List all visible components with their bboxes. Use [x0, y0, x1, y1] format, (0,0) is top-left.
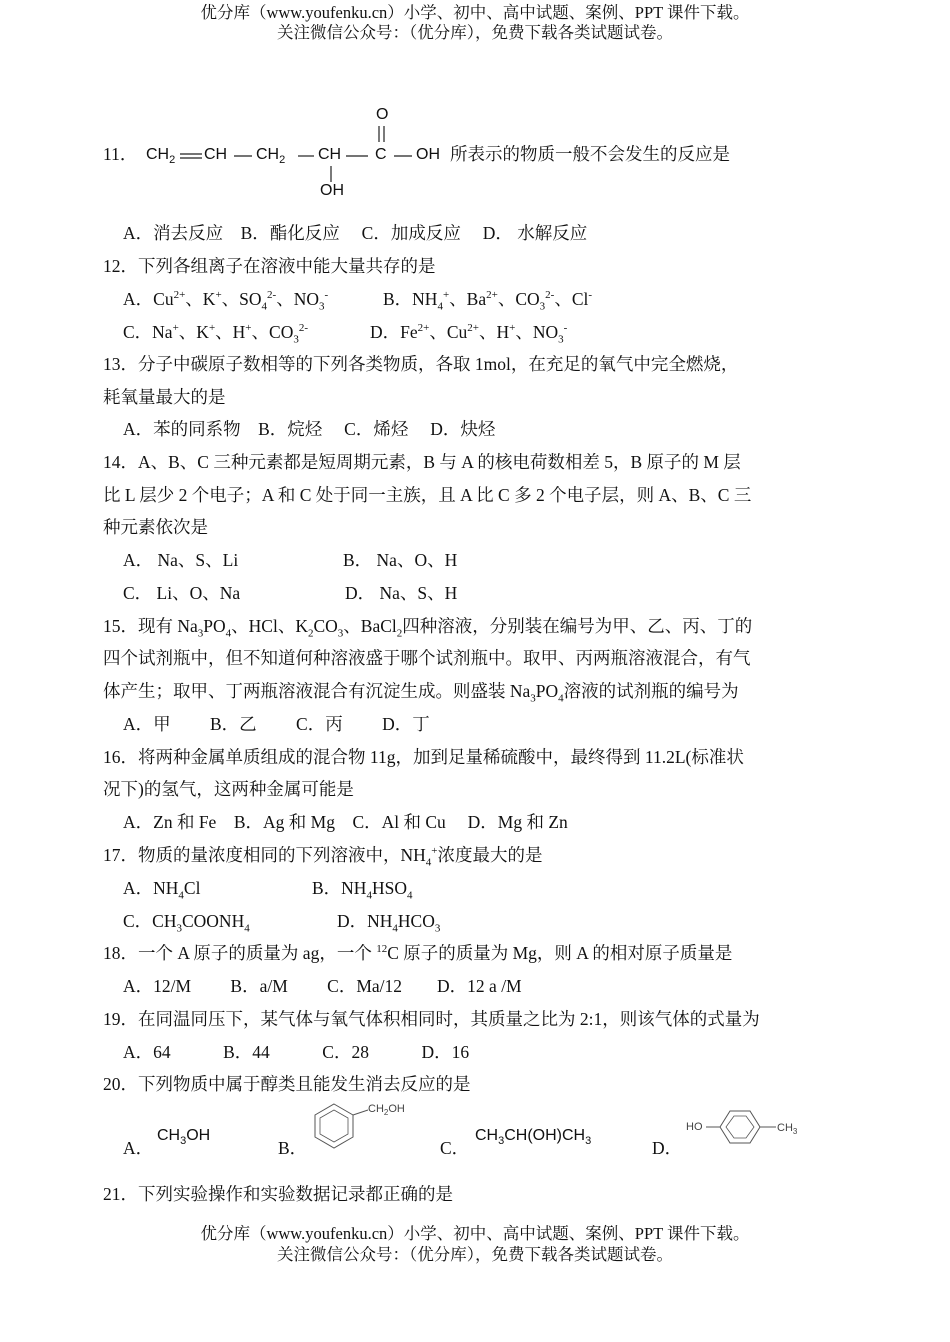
q20-option-b-label: B．	[278, 1138, 308, 1158]
q14-option-c: C． Li、O、Na	[123, 583, 241, 603]
q17-option-d: D．$NH_4HCO_3$	[337, 911, 441, 935]
q11-options: A．消去反应 B．酯化反应 C．加成反应 D． 水解反应	[123, 223, 588, 243]
q20-option-a-label: A．	[123, 1138, 154, 1158]
q11-bottom-oh: OH	[320, 182, 344, 199]
q18-stem: 18．一个 A 原子的质量为 ag，一个 $^{12}$C 原子的质量为 Mg，则 A 的相对原子质量是	[103, 943, 733, 963]
q20-option-d-ho: HO	[686, 1121, 703, 1133]
q20-option-d-label: D．	[652, 1138, 683, 1158]
q13-options: A．苯的同系物 B．烷烃 C．烯烃 D．炔烃	[123, 419, 496, 439]
q12-option-a: A．$Cu^{2+}$、K+、$SO_4^{2-}$、$NO_3^-$	[123, 289, 329, 313]
q11-top-o: O	[376, 106, 389, 123]
q11-structure	[146, 106, 446, 202]
q11-ch2-a: $CH_2$	[146, 146, 176, 167]
q17-stem: 17．物质的量浓度相同的下列溶液中，$NH_4^+$浓度最大的是	[103, 845, 543, 869]
q19-stem: 19．在同温同压下，某气体与氧气体积相同时，其质量之比为 2:1，则该气体的式量为	[103, 1009, 760, 1029]
q17-option-b: B．$NH_4HSO_4$	[312, 878, 413, 902]
q14-option-a: A． Na、S、Li	[123, 550, 239, 570]
q14-stem-2: 比 L 层少 2 个电子；A 和 C 处于同一主族，且 A 比 C 多 2 个电子层，则 A、B、C 三	[103, 485, 752, 505]
q16-options: A．Zn 和 Fe B．Ag 和 Mg C．Al 和 Cu D．Mg 和 Zn	[123, 812, 568, 832]
q15-stem-2: 四个试剂瓶中，但不知道何种溶液盛于哪个试剂瓶中。取甲、丙两瓶溶液混合，有气	[103, 648, 751, 668]
q12-option-c: C．Na+、K+、H+、$CO_3^{2-}$	[123, 322, 308, 346]
q20-option-b-substituent: $CH_2OH$	[368, 1103, 405, 1118]
q20-option-d-structure	[686, 1108, 806, 1148]
header-line-2: 关注微信公众号：（优分库），免费下载各类试题试卷。	[277, 23, 673, 42]
q13-stem-1: 13．分子中碳原子数相等的下列各类物质，各取 1mol，在充足的氧气中完全燃烧，	[103, 354, 739, 374]
q12-option-b: B．$NH_4^+$、$Ba^{2+}$、$CO_3^{2-}$、Cl-	[383, 289, 593, 313]
q11-number: 11．	[103, 144, 138, 164]
q21-stem: 21．下列实验操作和实验数据记录都正确的是	[103, 1184, 453, 1204]
q11-ch2-b: $CH_2$	[256, 146, 286, 167]
q15-options: A．甲 B．乙 C．丙 D．丁	[123, 714, 430, 734]
q15-stem-3: 体产生；取甲、丁两瓶溶液混合有沉淀生成。则盛装 $Na_3PO_4$溶液的试剂瓶的编号为	[103, 681, 739, 705]
q14-option-b: B． Na、O、H	[343, 550, 458, 570]
q20-option-d-ch3: $CH_3$	[777, 1122, 798, 1137]
q20-stem: 20．下列物质中属于醇类且能发生消去反应的是	[103, 1074, 471, 1094]
q14-stem-3: 种元素依次是	[103, 517, 208, 537]
q17-option-a: A．$NH_4Cl$	[123, 878, 201, 902]
q15-stem-1: 15．现有 $Na_3PO_4$、HCl、$K_2CO_3$、BaCl$_2$四种溶液，分别装在编号为甲、乙、丙、丁的	[103, 616, 753, 640]
q14-stem-1: 14．A、B、C 三种元素都是短周期元素，B 与 A 的核电荷数相差 5，B 原子的 M 层	[103, 452, 741, 472]
q14-option-d: D． Na、S、H	[345, 583, 458, 603]
q16-stem-1: 16．将两种金属单质组成的混合物 11g，加到足量稀硫酸中，最终得到 11.2L(标准状	[103, 747, 744, 767]
q12-stem: 12．下列各组离子在溶液中能大量共存的是	[103, 256, 436, 276]
q11-carbon: C	[375, 146, 387, 163]
q16-stem-2: 况下)的氢气，这两种金属可能是	[103, 779, 354, 799]
q17-option-c: C．$CH_3COONH_4$	[123, 911, 250, 935]
q20-option-a-formula: $CH_3OH$	[157, 1127, 211, 1148]
q11-oh: OH	[416, 146, 440, 163]
q11-ch: CH	[204, 146, 228, 163]
q20-option-c-label: C．	[440, 1138, 470, 1158]
header-line-1: 优分库（www.youfenku.cn）小学、初中、高中试题、案例、PPT 课件下载。	[200, 3, 750, 22]
footer-line-1: 优分库（www.youfenku.cn）小学、初中、高中试题、案例、PPT 课件下载。	[200, 1224, 750, 1243]
q12-option-d: D．$Fe^{2+}$、$Cu^{2+}$、H+、$NO_3^-$	[370, 322, 568, 346]
q19-options: A．64 B．44 C．28 D．16	[123, 1042, 470, 1062]
q20-option-c-formula: $CH_3CH(OH)CH_3$	[475, 1127, 592, 1148]
q11-stem: 所表示的物质一般不会发生的反应是	[450, 144, 730, 164]
q13-stem-2: 耗氧量最大的是	[103, 387, 226, 407]
footer-line-2: 关注微信公众号：（优分库），免费下载各类试题试卷。	[277, 1245, 673, 1264]
q11-bonds	[146, 106, 446, 202]
benzene-ring-icon	[312, 1100, 422, 1150]
q20-option-b-structure	[312, 1100, 422, 1150]
q11-ch-oh: CH	[318, 146, 342, 163]
q18-options: A．12/M B．a/M C．Ma/12 D．12 a /M	[123, 976, 522, 996]
